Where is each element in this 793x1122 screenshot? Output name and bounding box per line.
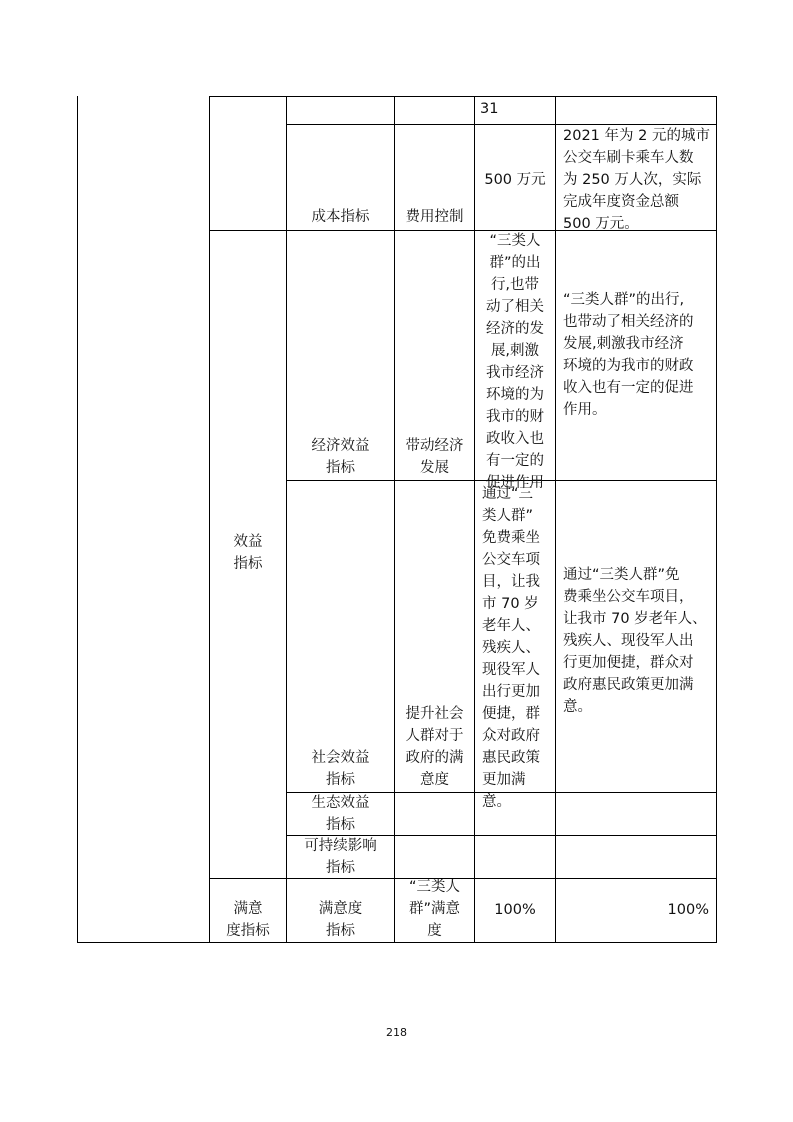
cell-primary-indicator-benefit: 效益 指标 [233, 534, 263, 572]
cell-tertiary-indicator: 提升社会 人群对于 政府的满 意度 [405, 706, 464, 788]
cell-tertiary-indicator: “三类人 群”满意 度 [408, 879, 460, 939]
cell-secondary-indicator: 生态效益 指标 [311, 795, 370, 833]
cell-secondary-indicator: 经济效益 指标 [311, 438, 370, 476]
cell-actual-value: 100% [667, 902, 709, 918]
table-line [77, 942, 717, 943]
table-line [474, 96, 475, 943]
table-line [555, 96, 556, 943]
cell-target-value: “三类人 群”的出 行,也带 动了相关 经济的发 展,刺激 我市经济 环境的为 我市的财 政收入也 有一定的 促进作用 [486, 233, 544, 491]
cell-tertiary-indicator: 带动经济 发展 [405, 438, 464, 476]
cell-primary-indicator-satisfaction: 满意 度指标 [226, 901, 270, 939]
cell-value: 31 [480, 101, 499, 117]
cell-tertiary-indicator: 费用控制 [405, 209, 464, 225]
table-line [716, 96, 717, 943]
cell-actual-value: 通过“三类人群”免 费乘坐公交车项目， 让我市 70 岁老年人、 残疾人、现役军人出 行更加便捷，群众对 政府惠民政策更加满 意。 [563, 567, 707, 715]
cell-secondary-indicator: 成本指标 [311, 209, 370, 225]
page-number: 218 [386, 1026, 407, 1039]
cell-secondary-indicator: 社会效益 指标 [311, 750, 370, 788]
cell-target-value: 500 万元 [484, 172, 546, 188]
cell-actual-value: 2021 年为 2 元的城市 公交车刷卡乘车人数 为 250 万人次，实际 完成年度资金总额 500 万元。 [563, 128, 710, 232]
table-line [209, 96, 210, 943]
cell-secondary-indicator: 满意度 指标 [318, 901, 363, 939]
table-line [77, 96, 78, 943]
cell-secondary-indicator: 可持续影响 指标 [304, 838, 377, 876]
cell-target-value: 100% [494, 902, 536, 918]
cell-actual-value: “三类人群”的出行, 也带动了相关经济的 发展,刺激我市经济 环境的为我市的财政 收入也有一定的促进 作用。 [563, 292, 694, 418]
cell-target-value: 通过“三 类人群” 免费乘坐 公交车项 目，让我 市 70 岁 老年人、 残疾人、 现役军人 出行更加 便捷，群 众对政府 惠民政策 更加满 意。 [482, 486, 540, 810]
